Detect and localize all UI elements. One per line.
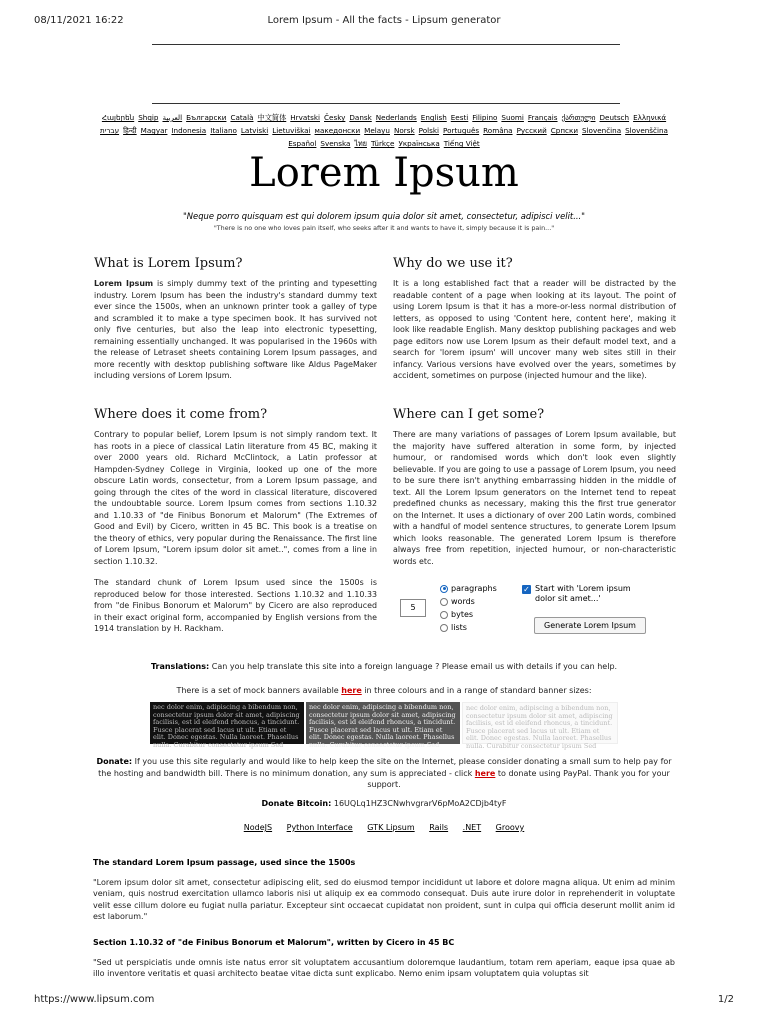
print-page-number: 1/2: [717, 994, 734, 1005]
amount-input[interactable]: 5: [400, 599, 426, 617]
language-link[interactable]: Suomi: [501, 113, 524, 122]
language-link[interactable]: Dansk: [349, 113, 372, 122]
quote-latin: "Neque porro quisquam est qui dolorem ipsum quia dolor sit amet, consectetur, adipisci velit...": [182, 211, 586, 221]
language-link[interactable]: Հայերեն: [101, 113, 135, 122]
language-link[interactable]: Česky: [324, 113, 346, 122]
why-section: [393, 256, 676, 388]
language-link[interactable]: Ελληνικά: [633, 113, 667, 122]
translations-note: Translations: Can you help translate this site into a foreign language ? Please email us with details if you can help.: [150, 662, 618, 671]
option-paragraphs[interactable]: paragraphs: [440, 582, 497, 595]
standard-passage-heading: The standard Lorem Ipsum passage, used since the 1500s: [93, 858, 356, 867]
radio-icon[interactable]: [440, 598, 448, 606]
donate-note: Donate: If you use this site regularly and would like to help keep the site on the Internet, please consider donating a small sum to help pay for the hosting and bandwidth bill. There is no minimum donation, any sum is appreciated - click here to donate using PayPal. Thank you for your support.: [96, 757, 672, 789]
section-1032-text: "Sed ut perspiciatis unde omnis iste natus error sit voluptatem accusantium doloremque laudantium, totam rem aperiam, eaque ipsa quae ab illo inventore veritatis et quasi architecto beatae vitae dicta sunt explicabo. Nemo enim ipsam voluptatem quia voluptas sit: [93, 957, 675, 978]
banners-link[interactable]: here: [341, 686, 362, 695]
lib-link-nodejs[interactable]: NodeJS: [243, 823, 273, 832]
standard-passage-text: "Lorem ipsum dolor sit amet, consectetur adipiscing elit, sed do eiusmod tempor incididunt ut labore et dolore magna aliqua. Ut enim ad minim veniam, quis nostrud exercitation ullamco laboris nisi ut aliquip ex ea commodo consequat. Duis aute irure dolor in reprehenderit in voluptate velit esse cillum dolore eu fugiat nulla pariatur. Excepteur sint occaecat cupidatat non proident, sunt in culpa qui officia deserunt mollit anim id est laborum.": [93, 877, 675, 921]
donate-link[interactable]: here: [474, 768, 496, 778]
language-row: [84, 111, 684, 124]
lib-link-rails[interactable]: Rails: [429, 823, 449, 832]
language-row: [84, 124, 684, 137]
language-link[interactable]: Slovenčina: [582, 126, 622, 135]
check-icon[interactable]: ✓: [523, 585, 530, 594]
why-heading: Why do we use it?: [393, 256, 513, 271]
language-link[interactable]: Tiếng Việt: [443, 139, 480, 148]
language-link[interactable]: English: [420, 113, 447, 122]
start-with-checkbox[interactable]: ✓ Start with 'Lorem ipsum dolor sit amet...': [523, 584, 631, 603]
where-get-heading: Where can I get some?: [393, 407, 545, 422]
where-from-text-2: The standard chunk of Lorem Ipsum used since the 1500s is reproduced below for those interested. Sections 1.10.32 and 1.10.33 from "de Finibus Bonorum et Malorum" by Cicero are also reproduced in their exact original form, accompanied by English versions from the 1914 translation by H. Rackham.: [94, 578, 377, 633]
language-link[interactable]: Español: [288, 139, 317, 148]
language-link[interactable]: עברית: [100, 126, 120, 135]
bitcoin-address: 16UQLq1HZ3CNwhvgrarV6pMoA2CDjb4tyF: [331, 799, 507, 808]
option-bytes[interactable]: bytes: [440, 608, 497, 621]
language-row: [84, 137, 684, 150]
quote-english: "There is no one who loves pain itself, who seeks after it and wants to have it, simply because it is pain...": [213, 224, 555, 232]
language-link[interactable]: Hrvatski: [290, 113, 321, 122]
what-is-section: [94, 256, 377, 388]
lib-link-python[interactable]: Python Interface: [286, 823, 353, 832]
top-banner-ad: [152, 44, 620, 104]
language-link[interactable]: Português: [443, 126, 480, 135]
language-link[interactable]: Italiano: [210, 126, 237, 135]
print-title: Lorem Ipsum - All the facts - Lipsum generator: [267, 15, 501, 26]
language-link[interactable]: Melayu: [364, 126, 390, 135]
language-link[interactable]: Româna: [483, 126, 513, 135]
language-link[interactable]: Català: [230, 113, 254, 122]
language-link[interactable]: Slovenščina: [625, 126, 668, 135]
option-lists[interactable]: lists: [440, 621, 497, 634]
language-link[interactable]: Français: [527, 113, 558, 122]
language-link[interactable]: Indonesia: [171, 126, 207, 135]
standard-passage-section: [93, 857, 675, 923]
print-header: [34, 15, 734, 29]
radio-icon[interactable]: [440, 611, 448, 619]
banner-dark[interactable]: nec dolor enim, adipiscing a bibendum non, consectetur ipsum dolor sit amet, adipiscing facilisis, est id eleifend rhoncus, a tincidunt. Fusce placerat sed lacus ut ult. Etiam et elit. Donec egestas. Nulla laoreet. Phasellus nulla. Curabitur consectetur ipsum Sed: [150, 702, 304, 744]
lib-link-gtk[interactable]: GTK Lipsum: [367, 823, 415, 832]
radio-icon[interactable]: [440, 585, 448, 593]
banner-light[interactable]: nec dolor enim, adipiscing a bibendum non, consectetur ipsum dolor sit amet, adipiscing facilisis, est id eleifend rhoncus, a tincidunt. Fusce placerat sed lacus ut ult. Etiam et elit. Donec egestas. Nulla laoreet. Phasellus nulla. Curabitur consectetur ipsum Sed: [462, 702, 618, 744]
language-link[interactable]: Српски: [550, 126, 578, 135]
language-link[interactable]: Polski: [418, 126, 440, 135]
language-link[interactable]: Pyccкий: [516, 126, 547, 135]
option-words[interactable]: words: [440, 595, 497, 608]
language-link[interactable]: македонски: [314, 126, 361, 135]
print-footer: [34, 994, 734, 1008]
language-link[interactable]: Magyar: [140, 126, 168, 135]
language-link[interactable]: Български: [186, 113, 227, 122]
lib-link-groovy[interactable]: Groovy: [495, 823, 525, 832]
section-1032: [93, 937, 675, 980]
what-is-heading: What is Lorem Ipsum?: [94, 256, 243, 271]
what-is-text: Lorem Ipsum is simply dummy text of the printing and typesetting industry. Lorem Ipsum has been the industry's standard dummy text ever since the 1500s, when an unknown printer took a galley of type and scrambled it to make a type specimen book. It has survived not only five centuries, but also the leap into electronic typesetting, remaining essentially unchanged. It was popularised in the 1960s with the release of Letraset sheets containing Lorem Ipsum passages, and more recently with desktop publishing software like Aldus PageMaker including versions of Lorem Ipsum.: [94, 279, 377, 380]
radio-icon[interactable]: [440, 624, 448, 632]
language-link[interactable]: Eesti: [450, 113, 469, 122]
language-link[interactable]: Shqip: [138, 113, 159, 122]
language-link[interactable]: 中文简体: [257, 113, 287, 122]
language-link[interactable]: Norsk: [394, 126, 415, 135]
where-from-section: [94, 407, 377, 641]
language-link[interactable]: हिन्दी: [123, 126, 137, 135]
section-1032-heading: Section 1.10.32 of "de Finibus Bonorum et Malorum", written by Cicero in 45 BC: [93, 938, 455, 947]
unit-options: [440, 582, 497, 634]
language-link[interactable]: ქართული: [561, 113, 596, 122]
library-links: [0, 823, 768, 832]
language-link[interactable]: Lietuviškai: [272, 126, 311, 135]
mock-banners: [150, 702, 618, 750]
language-link[interactable]: Deutsch: [599, 113, 630, 122]
where-get-section: [393, 407, 676, 573]
language-link[interactable]: العربية: [162, 113, 183, 122]
language-list: [84, 111, 684, 150]
bitcoin-note: Donate Bitcoin: 16UQLq1HZ3CNwhvgrarV6pMoA2CDjb4tyF: [261, 799, 507, 808]
language-link[interactable]: Türkçe: [370, 139, 395, 148]
print-date: 08/11/2021 16:22: [34, 15, 124, 26]
why-text: It is a long established fact that a reader will be distracted by the readable content of a page when looking at its layout. The point of using Lorem Ipsum is that it has a more-or-less normal distribution of letters, as opposed to using 'Content here, content here', making it look like readable English. Many desktop publishing packages and web page editors now use Lorem Ipsum as their default model text, and a search for 'lorem ipsum' will uncover many web sites still in their infancy. Various versions have evolved over the years, sometimes by accident, sometimes on purpose (injected humour and the like).: [393, 279, 676, 380]
language-link[interactable]: Filipino: [472, 113, 498, 122]
language-link[interactable]: Nederlands: [375, 113, 417, 122]
site-logo: Lorem Ipsum: [249, 150, 519, 196]
generate-button[interactable]: Generate Lorem Ipsum: [534, 617, 646, 634]
language-link[interactable]: Latviski: [240, 126, 269, 135]
language-link[interactable]: ไทย: [354, 139, 367, 148]
lib-link-dotnet[interactable]: .NET: [462, 823, 482, 832]
where-from-text-1: Contrary to popular belief, Lorem Ipsum is not simply random text. It has roots in a piece of classical Latin literature from 45 BC, making it over 2000 years old. Richard McClintock, a Latin professor at Hampden-Sydney College in Virginia, looked up one of the more obscure Latin words, consectetur, from a Lorem Ipsum passage, and going through the cites of the word in classical literature, discovered the undoubtable source. Lorem Ipsum comes from sections 1.10.32 and 1.10.33 of "de Finibus Bonorum et Malorum" (The Extremes of Good and Evil) by Cicero, written in 45 BC. This book is a treatise on the theory of ethics, very popular during the Renaissance. The first line of Lorem Ipsum, "Lorem ipsum dolor sit amet..", comes from a line in section 1.10.32.: [94, 430, 377, 566]
print-url: https://www.lipsum.com: [34, 994, 155, 1005]
language-link[interactable]: Українська: [398, 139, 440, 148]
banner-grey[interactable]: nec dolor enim, adipiscing a bibendum non, consectetur ipsum dolor sit amet, adipiscing facilisis, est id eleifend rhoncus, a tincidunt. Fusce placerat sed lacus ut ult. Etiam et elit. Donec egestas. Nulla laoreet. Phasellus nulla. Curabitur consectetur ipsum Sed: [306, 702, 460, 744]
generator-form: [400, 582, 660, 642]
where-get-text: There are many variations of passages of Lorem Ipsum available, but the majority have suffered alteration in some form, by injected humour, or randomised words which don't look even slightly believable. If you are going to use a passage of Lorem Ipsum, you need to be sure there isn't anything embarrassing hidden in the middle of text. All the Lorem Ipsum generators on the Internet tend to repeat predefined chunks as necessary, making this the first true generator on the Internet. It uses a dictionary of over 200 Latin words, combined with a handful of model sentence structures, to generate Lorem Ipsum which looks reasonable. The generated Lorem Ipsum is therefore always free from repetition, injected humour, or non-characteristic words etc.: [393, 430, 676, 566]
where-from-heading: Where does it come from?: [94, 407, 268, 422]
language-link[interactable]: Svenska: [320, 139, 351, 148]
mock-banners-note: There is a set of mock banners available here in three colours and in a range of standard banner sizes:: [176, 686, 592, 695]
